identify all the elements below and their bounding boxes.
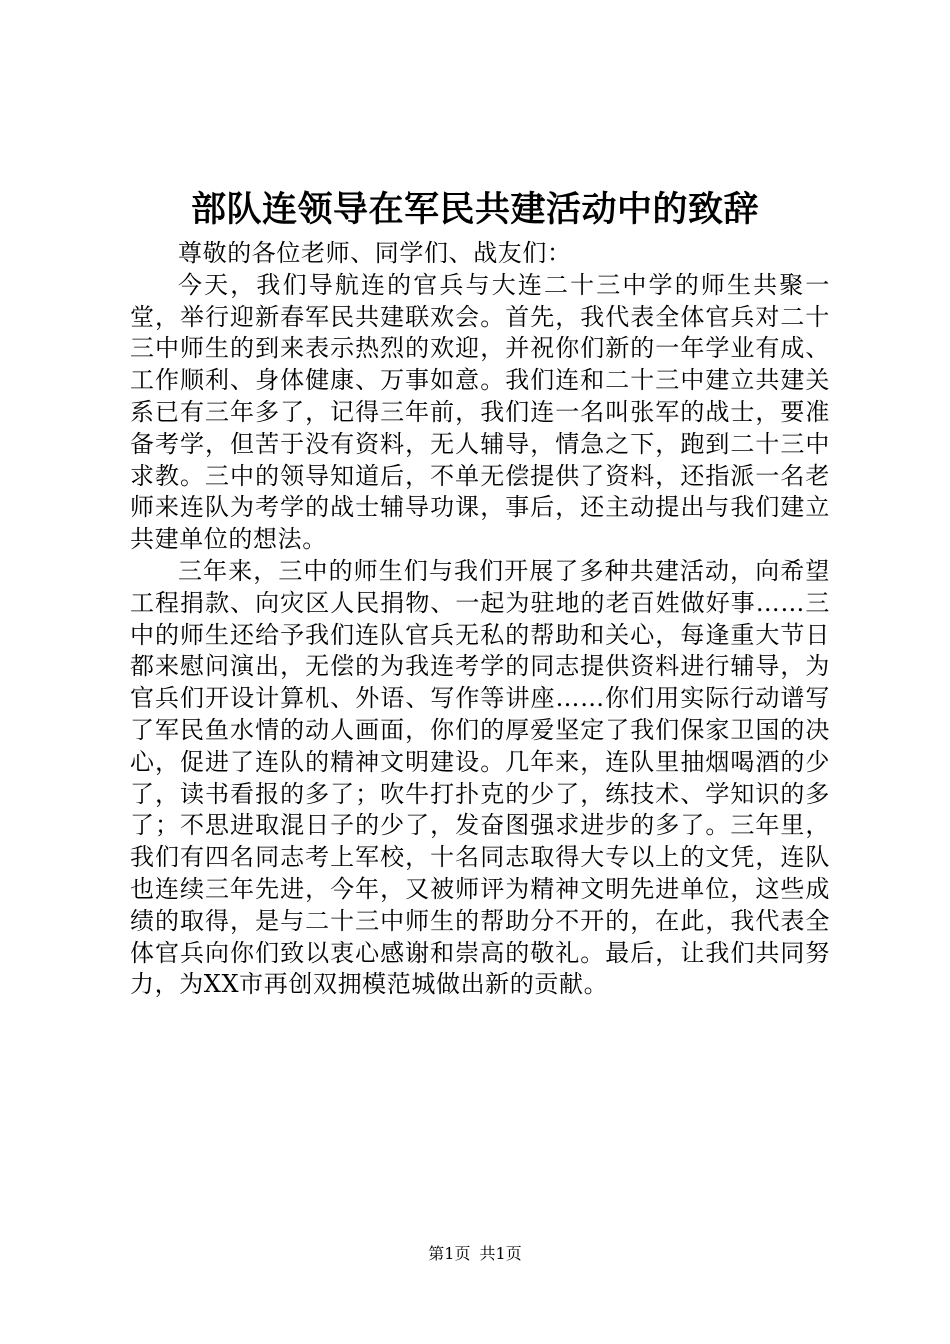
salutation-paragraph: 尊敬的各位老师、同学们、战友们： bbox=[178, 239, 572, 267]
body-paragraph: 三年来，三中的师生们与我们开展了多种共建活动，向希望工程捐款、向灾区人民捐物、一起为驻地的老百姓做好事……三中的师生还给予我们连队官兵无私的帮助和关心，每逢重大节日都来慰问演出，无偿的为我连考学的同志提供资料进行辅导，为官兵们开设计算机、外语、写作等讲座……你们用实际行动谱写了军民鱼水情的动人画面，你们的厚爱坚定了我们保家卫国的决心，促进了连队的精神文明建设。几年来，连队里抽烟喝酒的少了，读书看报的多了；吹牛打扑克的少了，练技术、学知识的多了；不思进取混日子的少了，发奋图强求进步的多了。三年里，我们有四名同志考上军校，十名同志取得大专以上的文凭，连队也连续三年先进，今年，又被师评为精神文明先进单位，这些成绩的取得，是与二十三中师生的帮助分不开的，在此，我代表全体官兵向你们致以衷心感谢和崇高的敬礼。最后，让我们共同努力，为XX市再创双拥模范城做出新的贡献。 bbox=[130, 556, 830, 999]
document-title: 部队连领导在军民共建活动中的致辞 bbox=[190, 189, 759, 230]
page-footer bbox=[0, 1243, 950, 1265]
page-number: 第1页 bbox=[428, 1244, 471, 1263]
body-paragraph: 今天，我们导航连的官兵与大连二十三中学的师生共聚一堂，举行迎新春军民共建联欢会。首先，我代表全体官兵对二十三中师生的到来表示热烈的欢迎，并祝你们新的一年学业有成、工作顺利、身体健康、万事如意。我们连和二十三中建立共建关系已有三年多了，记得三年前，我们连一名叫张军的战士，要准备考学，但苦于没有资料，无人辅导，情急之下，跑到二十三中求教。三中的领导知道后，不单无偿提供了资料，还指派一名老师来连队为考学的战士辅导功课，事后，还主动提出与我们建立共建单位的想法。 bbox=[130, 270, 830, 554]
page-total: 共1页 bbox=[479, 1244, 522, 1263]
document-body bbox=[130, 238, 830, 1001]
